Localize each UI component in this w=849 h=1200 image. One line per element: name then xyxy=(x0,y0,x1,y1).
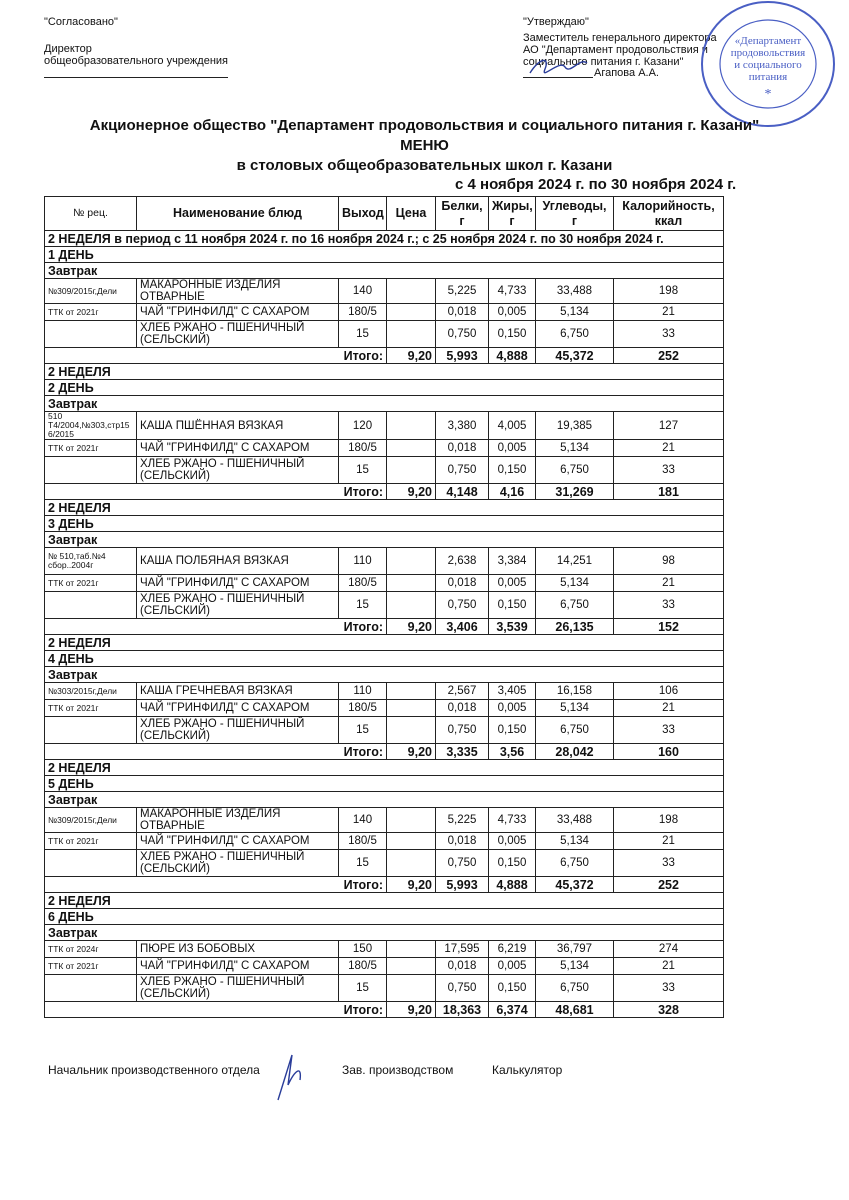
day-heading-row xyxy=(45,380,724,396)
table-row xyxy=(45,808,724,833)
carbs: 5,134 xyxy=(536,833,614,850)
total-proteins: 3,335 xyxy=(436,744,489,760)
proteins: 0,018 xyxy=(436,833,489,850)
total-fats: 3,56 xyxy=(489,744,536,760)
price xyxy=(387,279,436,304)
svg-text:продовольствия: продовольствия xyxy=(730,47,806,59)
week-heading-row xyxy=(45,760,724,776)
carbs: 36,797 xyxy=(536,941,614,958)
proteins: 0,750 xyxy=(436,975,489,1002)
recipe-number xyxy=(45,457,137,484)
carbs: 5,134 xyxy=(536,304,614,321)
total-fats: 4,888 xyxy=(489,877,536,893)
fats: 0,150 xyxy=(489,975,536,1002)
table-row xyxy=(45,850,724,877)
meal-heading-row xyxy=(45,792,724,808)
column-header: Цена xyxy=(387,197,436,231)
dish-name: МАКАРОННЫЕ ИЗДЕЛИЯ ОТВАРНЫЕ xyxy=(137,808,339,833)
week-heading: 2 НЕДЕЛЯ xyxy=(45,893,724,909)
total-label: Итого: xyxy=(45,1002,387,1018)
recipe-number xyxy=(45,975,137,1002)
total-price: 9,20 xyxy=(387,877,436,893)
calories: 21 xyxy=(614,304,724,321)
carbs: 5,134 xyxy=(536,700,614,717)
meal-heading: Завтрак xyxy=(45,396,724,412)
total-carbs: 26,135 xyxy=(536,619,614,635)
table-row xyxy=(45,548,724,575)
price xyxy=(387,941,436,958)
portion: 15 xyxy=(339,457,387,484)
portion: 180/5 xyxy=(339,700,387,717)
meal-heading: Завтрак xyxy=(45,263,724,279)
approval-right-label: "Утверждаю" xyxy=(523,16,589,28)
svg-text:питания: питания xyxy=(748,71,788,83)
recipe-number xyxy=(45,850,137,877)
proteins: 0,750 xyxy=(436,592,489,619)
meal-heading-row xyxy=(45,667,724,683)
table-row xyxy=(45,592,724,619)
day-heading-row xyxy=(45,909,724,925)
column-header: № рец. xyxy=(45,197,137,231)
portion: 140 xyxy=(339,279,387,304)
price xyxy=(387,321,436,348)
total-price: 9,20 xyxy=(387,484,436,500)
column-header: Выход xyxy=(339,197,387,231)
table-row xyxy=(45,412,724,440)
calories: 33 xyxy=(614,975,724,1002)
recipe-number: ТТК от 2021г xyxy=(45,304,137,321)
week-heading: 2 НЕДЕЛЯ xyxy=(45,760,724,776)
menu-title: МЕНЮ xyxy=(400,137,449,154)
total-calories: 181 xyxy=(614,484,724,500)
day-heading: 5 ДЕНЬ xyxy=(45,776,724,792)
total-calories: 252 xyxy=(614,348,724,364)
total-label: Итого: xyxy=(45,877,387,893)
footer-head: Начальник производственного отдела xyxy=(48,1063,260,1077)
fats: 0,150 xyxy=(489,321,536,348)
portion: 110 xyxy=(339,683,387,700)
fats: 0,005 xyxy=(489,575,536,592)
proteins: 0,018 xyxy=(436,440,489,457)
calories: 33 xyxy=(614,457,724,484)
carbs: 16,158 xyxy=(536,683,614,700)
calories: 106 xyxy=(614,683,724,700)
calories: 198 xyxy=(614,808,724,833)
recipe-number xyxy=(45,592,137,619)
meal-heading: Завтрак xyxy=(45,532,724,548)
proteins: 0,018 xyxy=(436,304,489,321)
portion: 150 xyxy=(339,941,387,958)
approver-name: Агапова А.А. xyxy=(594,67,659,79)
fats: 6,219 xyxy=(489,941,536,958)
portion: 15 xyxy=(339,850,387,877)
fats: 0,150 xyxy=(489,850,536,877)
column-header: Наименование блюд xyxy=(137,197,339,231)
carbs: 6,750 xyxy=(536,975,614,1002)
price xyxy=(387,808,436,833)
recipe-number xyxy=(45,717,137,744)
meal-heading-row xyxy=(45,532,724,548)
proteins: 3,380 xyxy=(436,412,489,440)
portion: 15 xyxy=(339,321,387,348)
total-proteins: 5,993 xyxy=(436,348,489,364)
price xyxy=(387,457,436,484)
price xyxy=(387,700,436,717)
total-carbs: 28,042 xyxy=(536,744,614,760)
carbs: 6,750 xyxy=(536,457,614,484)
total-fats: 4,888 xyxy=(489,348,536,364)
footer-chef: Зав. производством xyxy=(342,1063,454,1077)
total-calories: 252 xyxy=(614,877,724,893)
table-row xyxy=(45,717,724,744)
day-heading-row xyxy=(45,247,724,263)
dish-name: МАКАРОННЫЕ ИЗДЕЛИЯ ОТВАРНЫЕ xyxy=(137,279,339,304)
price xyxy=(387,850,436,877)
day-heading-row xyxy=(45,516,724,532)
org-title: Акционерное общество "Департамент продовольствия и социального питания г. Казани" xyxy=(89,117,760,134)
calories: 21 xyxy=(614,440,724,457)
svg-text:и социального: и социального xyxy=(734,59,802,71)
total-row xyxy=(45,484,724,500)
total-fats: 6,374 xyxy=(489,1002,536,1018)
price xyxy=(387,975,436,1002)
carbs: 5,134 xyxy=(536,958,614,975)
proteins: 0,750 xyxy=(436,321,489,348)
total-carbs: 45,372 xyxy=(536,348,614,364)
meal-heading-row xyxy=(45,263,724,279)
proteins: 0,018 xyxy=(436,958,489,975)
column-header: Углеводы, г xyxy=(536,197,614,231)
portion: 110 xyxy=(339,548,387,575)
price xyxy=(387,717,436,744)
dish-name: ЧАЙ "ГРИНФИЛД" С САХАРОМ xyxy=(137,440,339,457)
week-heading: 2 НЕДЕЛЯ xyxy=(45,364,724,380)
meal-heading: Завтрак xyxy=(45,792,724,808)
week-heading-row xyxy=(45,500,724,516)
dish-name: КАША ГРЕЧНЕВАЯ ВЯЗКАЯ xyxy=(137,683,339,700)
calories: 21 xyxy=(614,575,724,592)
approval-right-line-3: социального питания г. Казани" xyxy=(523,56,684,68)
total-price: 9,20 xyxy=(387,619,436,635)
calories: 33 xyxy=(614,717,724,744)
total-label: Итого: xyxy=(45,348,387,364)
carbs: 5,134 xyxy=(536,575,614,592)
proteins: 2,567 xyxy=(436,683,489,700)
proteins: 0,018 xyxy=(436,700,489,717)
carbs: 6,750 xyxy=(536,850,614,877)
fats: 4,005 xyxy=(489,412,536,440)
meal-heading-row xyxy=(45,925,724,941)
day-heading: 4 ДЕНЬ xyxy=(45,651,724,667)
fats: 3,384 xyxy=(489,548,536,575)
table-row xyxy=(45,321,724,348)
total-price: 9,20 xyxy=(387,348,436,364)
carbs: 14,251 xyxy=(536,548,614,575)
total-row xyxy=(45,348,724,364)
day-heading-row xyxy=(45,651,724,667)
total-fats: 4,16 xyxy=(489,484,536,500)
day-heading: 2 ДЕНЬ xyxy=(45,380,724,396)
dish-name: ЧАЙ "ГРИНФИЛД" С САХАРОМ xyxy=(137,575,339,592)
carbs: 33,488 xyxy=(536,808,614,833)
fats: 0,005 xyxy=(489,440,536,457)
dish-name: ХЛЕБ РЖАНО - ПШЕНИЧНЫЙ (СЕЛЬСКИЙ) xyxy=(137,321,339,348)
calories: 274 xyxy=(614,941,724,958)
recipe-number: ТТК от 2021г xyxy=(45,440,137,457)
table-row xyxy=(45,833,724,850)
total-carbs: 31,269 xyxy=(536,484,614,500)
total-row xyxy=(45,877,724,893)
fats: 0,005 xyxy=(489,833,536,850)
price xyxy=(387,412,436,440)
table-row xyxy=(45,457,724,484)
dish-name: ЧАЙ "ГРИНФИЛД" С САХАРОМ xyxy=(137,304,339,321)
approval-right-line-2: АО "Департамент продовольствия и xyxy=(523,44,708,56)
fats: 0,150 xyxy=(489,717,536,744)
total-calories: 160 xyxy=(614,744,724,760)
total-row xyxy=(45,619,724,635)
table-row xyxy=(45,279,724,304)
total-carbs: 45,372 xyxy=(536,877,614,893)
price xyxy=(387,304,436,321)
proteins: 0,750 xyxy=(436,457,489,484)
dish-name: ХЛЕБ РЖАНО - ПШЕНИЧНЫЙ (СЕЛЬСКИЙ) xyxy=(137,975,339,1002)
week-heading-row xyxy=(45,364,724,380)
price xyxy=(387,592,436,619)
week-heading-row xyxy=(45,893,724,909)
approval-left-role-1: Директор xyxy=(44,43,92,55)
day-heading: 6 ДЕНЬ xyxy=(45,909,724,925)
total-fats: 3,539 xyxy=(489,619,536,635)
dish-name: ПЮРЕ ИЗ БОБОВЫХ xyxy=(137,941,339,958)
dish-name: ХЛЕБ РЖАНО - ПШЕНИЧНЫЙ (СЕЛЬСКИЙ) xyxy=(137,850,339,877)
price xyxy=(387,958,436,975)
price xyxy=(387,833,436,850)
table-row xyxy=(45,304,724,321)
portion: 180/5 xyxy=(339,440,387,457)
dish-name: ЧАЙ "ГРИНФИЛД" С САХАРОМ xyxy=(137,833,339,850)
period-heading: 2 НЕДЕЛЯ в период с 11 ноября 2024 г. по 16 ноября 2024 г.; с 25 ноября 2024 г. по 30 ноября 2024 г. xyxy=(45,231,724,247)
price xyxy=(387,548,436,575)
portion: 15 xyxy=(339,717,387,744)
dish-name: ХЛЕБ РЖАНО - ПШЕНИЧНЫЙ (СЕЛЬСКИЙ) xyxy=(137,457,339,484)
proteins: 5,225 xyxy=(436,279,489,304)
signature-icon xyxy=(525,55,595,79)
day-heading: 1 ДЕНЬ xyxy=(45,247,724,263)
total-calories: 152 xyxy=(614,619,724,635)
portion: 15 xyxy=(339,975,387,1002)
total-row xyxy=(45,1002,724,1018)
fats: 0,005 xyxy=(489,700,536,717)
total-proteins: 18,363 xyxy=(436,1002,489,1018)
recipe-number: №309/2015г,Дели xyxy=(45,808,137,833)
approval-left-label: "Согласовано" xyxy=(44,16,118,28)
recipe-number: №309/2015г,Дели xyxy=(45,279,137,304)
total-carbs: 48,681 xyxy=(536,1002,614,1018)
approval-right-line-1: Заместитель генерального директора xyxy=(523,32,717,44)
table-row xyxy=(45,575,724,592)
recipe-number: №303/2015г,Дели xyxy=(45,683,137,700)
recipe-number: ТТК от 2021г xyxy=(45,575,137,592)
price xyxy=(387,683,436,700)
proteins: 0,750 xyxy=(436,850,489,877)
menu-table xyxy=(44,196,724,1018)
calories: 127 xyxy=(614,412,724,440)
calories: 33 xyxy=(614,592,724,619)
recipe-number: ТТК от 2021г xyxy=(45,700,137,717)
dish-name: ЧАЙ "ГРИНФИЛД" С САХАРОМ xyxy=(137,958,339,975)
total-proteins: 3,406 xyxy=(436,619,489,635)
carbs: 5,134 xyxy=(536,440,614,457)
total-proteins: 5,993 xyxy=(436,877,489,893)
footer-calc: Калькулятор xyxy=(492,1063,563,1077)
dish-name: ЧАЙ "ГРИНФИЛД" С САХАРОМ xyxy=(137,700,339,717)
table-row xyxy=(45,941,724,958)
proteins: 0,750 xyxy=(436,717,489,744)
table-row xyxy=(45,440,724,457)
period-heading-row xyxy=(45,231,724,247)
day-heading: 3 ДЕНЬ xyxy=(45,516,724,532)
recipe-number: ТТК от 2024г xyxy=(45,941,137,958)
fats: 0,005 xyxy=(489,958,536,975)
meal-heading: Завтрак xyxy=(45,667,724,683)
calories: 198 xyxy=(614,279,724,304)
column-header: Жиры, г xyxy=(489,197,536,231)
fats: 0,150 xyxy=(489,457,536,484)
proteins: 2,638 xyxy=(436,548,489,575)
carbs: 19,385 xyxy=(536,412,614,440)
proteins: 0,018 xyxy=(436,575,489,592)
calories: 33 xyxy=(614,321,724,348)
fats: 0,150 xyxy=(489,592,536,619)
recipe-number xyxy=(45,321,137,348)
stamp-icon xyxy=(694,0,842,130)
dish-name: КАША ПШЁННАЯ ВЯЗКАЯ xyxy=(137,412,339,440)
table-row xyxy=(45,975,724,1002)
fats: 3,405 xyxy=(489,683,536,700)
calories: 98 xyxy=(614,548,724,575)
recipe-number: 510 Т4/2004,№303,стр15 6/2015 xyxy=(45,412,137,440)
portion: 180/5 xyxy=(339,304,387,321)
carbs: 6,750 xyxy=(536,321,614,348)
portion: 180/5 xyxy=(339,958,387,975)
total-label: Итого: xyxy=(45,484,387,500)
total-label: Итого: xyxy=(45,744,387,760)
carbs: 33,488 xyxy=(536,279,614,304)
table-row xyxy=(45,683,724,700)
portion: 120 xyxy=(339,412,387,440)
fats: 4,733 xyxy=(489,808,536,833)
table-row xyxy=(45,958,724,975)
svg-text:*: * xyxy=(764,87,772,102)
price xyxy=(387,440,436,457)
column-header: Белки, г xyxy=(436,197,489,231)
recipe-number: ТТК от 2021г xyxy=(45,958,137,975)
total-row xyxy=(45,744,724,760)
table-row xyxy=(45,700,724,717)
meal-heading: Завтрак xyxy=(45,925,724,941)
price xyxy=(387,575,436,592)
column-header: Калорийность, ккал xyxy=(614,197,724,231)
carbs: 6,750 xyxy=(536,592,614,619)
calories: 21 xyxy=(614,958,724,975)
recipe-number: № 510,таб.№4 сбор..2004г xyxy=(45,548,137,575)
day-heading-row xyxy=(45,776,724,792)
carbs: 6,750 xyxy=(536,717,614,744)
total-calories: 328 xyxy=(614,1002,724,1018)
approval-left-role-2: общеобразовательного учреждения xyxy=(44,55,228,67)
signature-line xyxy=(44,77,228,78)
total-price: 9,20 xyxy=(387,744,436,760)
calories: 21 xyxy=(614,833,724,850)
week-heading-row xyxy=(45,635,724,651)
proteins: 17,595 xyxy=(436,941,489,958)
portion: 140 xyxy=(339,808,387,833)
recipe-number: ТТК от 2021г xyxy=(45,833,137,850)
meal-heading-row xyxy=(45,396,724,412)
fats: 0,005 xyxy=(489,304,536,321)
week-heading: 2 НЕДЕЛЯ xyxy=(45,500,724,516)
portion: 180/5 xyxy=(339,833,387,850)
period-title: с 4 ноября 2024 г. по 30 ноября 2024 г. xyxy=(455,176,737,193)
total-proteins: 4,148 xyxy=(436,484,489,500)
portion: 180/5 xyxy=(339,575,387,592)
signature-icon xyxy=(270,1050,310,1105)
subtitle: в столовых общеобразовательных школ г. Казани xyxy=(236,157,613,174)
total-price: 9,20 xyxy=(387,1002,436,1018)
dish-name: КАША ПОЛБЯНАЯ ВЯЗКАЯ xyxy=(137,548,339,575)
fats: 4,733 xyxy=(489,279,536,304)
calories: 33 xyxy=(614,850,724,877)
total-label: Итого: xyxy=(45,619,387,635)
portion: 15 xyxy=(339,592,387,619)
calories: 21 xyxy=(614,700,724,717)
svg-text:«Департамент: «Департамент xyxy=(734,35,802,47)
dish-name: ХЛЕБ РЖАНО - ПШЕНИЧНЫЙ (СЕЛЬСКИЙ) xyxy=(137,717,339,744)
proteins: 5,225 xyxy=(436,808,489,833)
dish-name: ХЛЕБ РЖАНО - ПШЕНИЧНЫЙ (СЕЛЬСКИЙ) xyxy=(137,592,339,619)
week-heading: 2 НЕДЕЛЯ xyxy=(45,635,724,651)
